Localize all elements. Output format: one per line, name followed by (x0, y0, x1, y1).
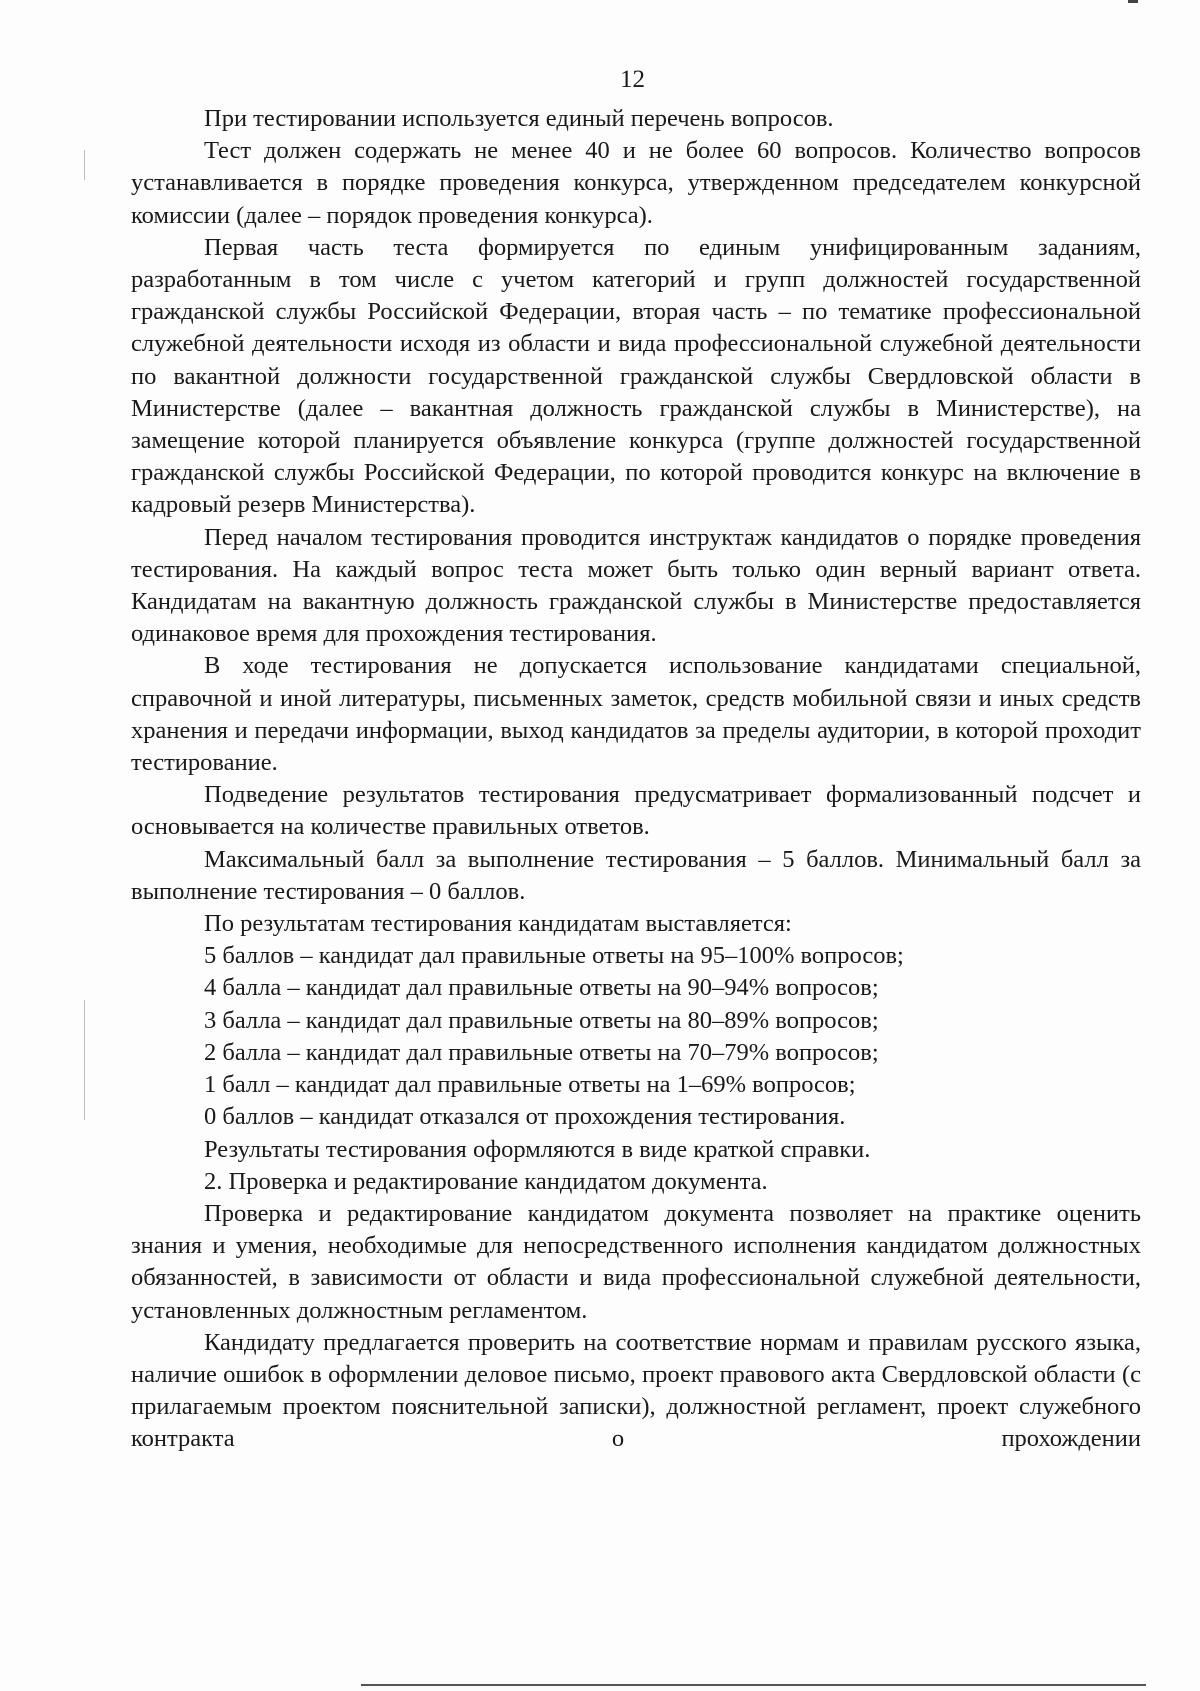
scan-margin-mark (84, 150, 85, 180)
paragraph: Тест должен содержать не менее 40 и не более 60 вопросов. Количество вопросов устанавливается в порядке проведения конкурса, утвержденном председателем конкурсной комиссии (далее – порядок проведения конкурса). (131, 137, 1141, 229)
scan-bottom-edge (361, 1684, 1146, 1686)
section-heading: 2. Проверка и редактирование кандидатом документа. (204, 1167, 768, 1195)
paragraph: Подведение результатов тестирования предусматривает формализованный подсчет и основывается на количестве правильных ответов. (131, 781, 1141, 841)
paragraph: В ходе тестирования не допускается использование кандидатами специальной, справочной и иной литературы, письменных заметок, средств мобильной связи и иных средств хранения и передачи информации, выход кандидатов за пределы аудитории, в которой проходит тестирование. (131, 652, 1141, 777)
score-list-item: 5 баллов – кандидат дал правильные ответы на 95–100% вопросов; (204, 942, 904, 970)
paragraph: Максимальный балл за выполнение тестирования – 5 баллов. Минимальный балл за выполнение тестирования – 0 баллов. (131, 845, 1141, 905)
scan-margin-mark (84, 1000, 85, 1120)
score-list-item: 3 балла – кандидат дал правильные ответы на 80–89% вопросов; (204, 1006, 879, 1034)
paragraph: Первая часть теста формируется по единым унифицированным заданиям, разработанным в том числе с учетом категорий и групп должностей государственной гражданской службы Российской Федерации, вторая часть – по тематике профессиональной служебной деятельности исходя из области и вида профессиональной служебной деятельности по вакантной должности государственной гражданской службы Свердловской области в Министерстве (далее – вакантная должность гражданской службы в Министерстве), на замещение которой планируется объявление конкурса (группе должностей государственной гражданской службы Российской Федерации, по которой проводится конкурс на включение в кадровый резерв Министерства). (131, 233, 1141, 519)
paragraph: По результатам тестирования кандидатам выставляется: (204, 910, 792, 938)
page-number: 12 (620, 66, 645, 93)
scan-corner-mark (1128, 0, 1138, 3)
paragraph: При тестировании используется единый перечень вопросов. (204, 105, 834, 132)
score-list-item: 2 балла – кандидат дал правильные ответы на 70–79% вопросов; (204, 1038, 879, 1066)
score-list-item: 0 баллов – кандидат отказался от прохождения тестирования. (204, 1103, 846, 1131)
document-body (131, 103, 1141, 1456)
score-list-item: 1 балл – кандидат дал правильные ответы на 1–69% вопросов; (204, 1071, 856, 1099)
paragraph: Проверка и редактирование кандидатом документа позволяет на практике оценить знания и умения, необходимые для непосредственного исполнения кандидатом должностных обязанностей, в зависимости от области и вида профессиональной служебной деятельности, установленных должностным регламентом. (131, 1199, 1141, 1324)
paragraph: Кандидату предлагается проверить на соответствие нормам и правилам русского языка, наличие ошибок в оформлении деловое письмо, проект правового акта Свердловской области (с прилагаемым проектом пояснительной записки), должностной регламент, проект служебного контракта о прохождении (131, 1328, 1141, 1453)
score-list-item: 4 балла – кандидат дал правильные ответы на 90–94% вопросов; (204, 974, 879, 1002)
paragraph: Результаты тестирования оформляются в виде краткой справки. (204, 1135, 871, 1163)
paragraph: Перед началом тестирования проводится инструктаж кандидатов о порядке проведения тестирования. На каждый вопрос теста может быть только один верный вариант ответа. Кандидатам на вакантную должность гражданской службы в Министерстве предоставляется одинаковое время для прохождения тестирования. (131, 523, 1141, 648)
